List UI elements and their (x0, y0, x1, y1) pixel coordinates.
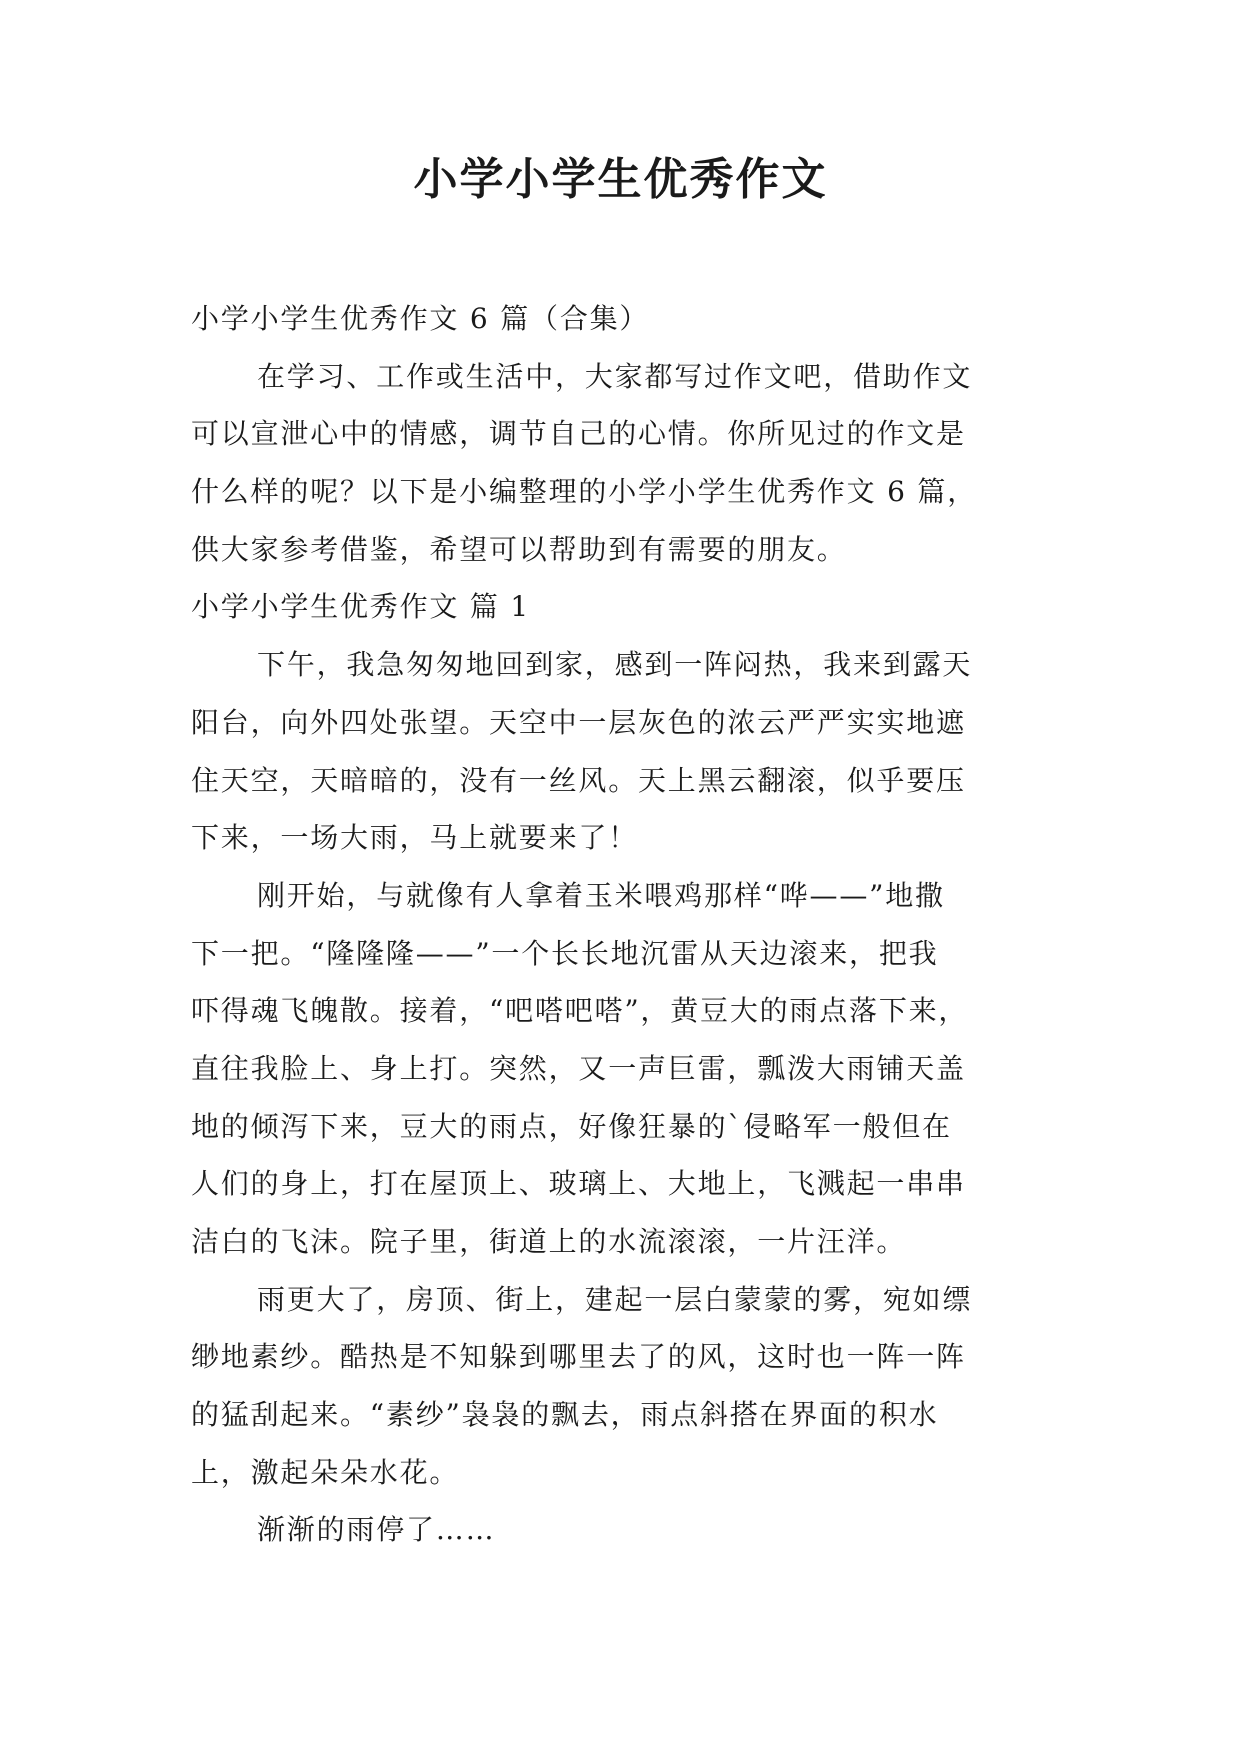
paragraph-line: 洁白的飞沫。院子里，街道上的水流滚滚，一片汪洋。 (191, 1225, 907, 1258)
paragraph-line: 的猛刮起来。“素纱”袅袅的飘去，雨点斜搭在界面的积水 (191, 1398, 939, 1432)
paragraph-line: 刚开始，与就像有人拿着玉米喂鸡那样“哗——”地撒 (257, 878, 945, 912)
paragraph-line: 下来，一场大雨，马上就要来了！ (191, 821, 639, 855)
paragraph-line: 地的倾泻下来，豆大的雨点，好像狂暴的`侵略军一般但在 (191, 1109, 952, 1143)
paragraph-line: 雨更大了，房顶、街上，建起一层白蒙蒙的雾，宛如缥 (257, 1282, 973, 1316)
document-body (191, 290, 1053, 1559)
paragraph-line: 供大家参考借鉴，希望可以帮助到有需要的朋友。 (191, 532, 847, 566)
paragraph-line: 人们的身上，打在屋顶上、玻璃上、大地上，飞溅起一串串 (191, 1167, 966, 1201)
paragraph-line: 渐渐的雨停了…… (257, 1513, 496, 1547)
subtitle-line: 小学小学生优秀作文 6 篇（合集） (191, 302, 650, 335)
document-title: 小学小学生优秀作文 (413, 154, 828, 205)
paragraph-line: 什么样的呢？以下是小编整理的小学小学生优秀作文 6 篇， (191, 475, 978, 509)
paragraph-line: 在学习、工作或生活中，大家都写过作文吧，借助作文 (257, 359, 973, 393)
paragraph-line: 下午，我急匆匆地回到家，感到一阵闷热，我来到露天 (257, 648, 973, 682)
paragraph-line: 可以宣泄心中的情感，调节自己的心情。你所见过的作文是 (191, 417, 966, 451)
paragraph-line: 阳台，向外四处张望。天空中一层灰色的浓云严严实实地遮 (191, 705, 966, 739)
section-heading: 小学小学生优秀作文 篇 1 (191, 590, 531, 624)
paragraph-line: 吓得魂飞魄散。接着，“吧嗒吧嗒”，黄豆大的雨点落下来， (191, 994, 969, 1028)
paragraph-line: 缈地素纱。酷热是不知躲到哪里去了的风，这时也一阵一阵 (191, 1340, 966, 1374)
paragraph-line: 下一把。“隆隆隆——”一个长长地沉雷从天边滚来，把我 (191, 936, 939, 970)
paragraph-line: 住天空，天暗暗的，没有一丝风。天上黑云翻滚，似乎要压 (191, 763, 966, 797)
paragraph-line: 直往我脸上、身上打。突然，又一声巨雷，瓢泼大雨铺天盖 (191, 1051, 966, 1085)
paragraph-line: 上，激起朵朵水花。 (191, 1455, 460, 1489)
